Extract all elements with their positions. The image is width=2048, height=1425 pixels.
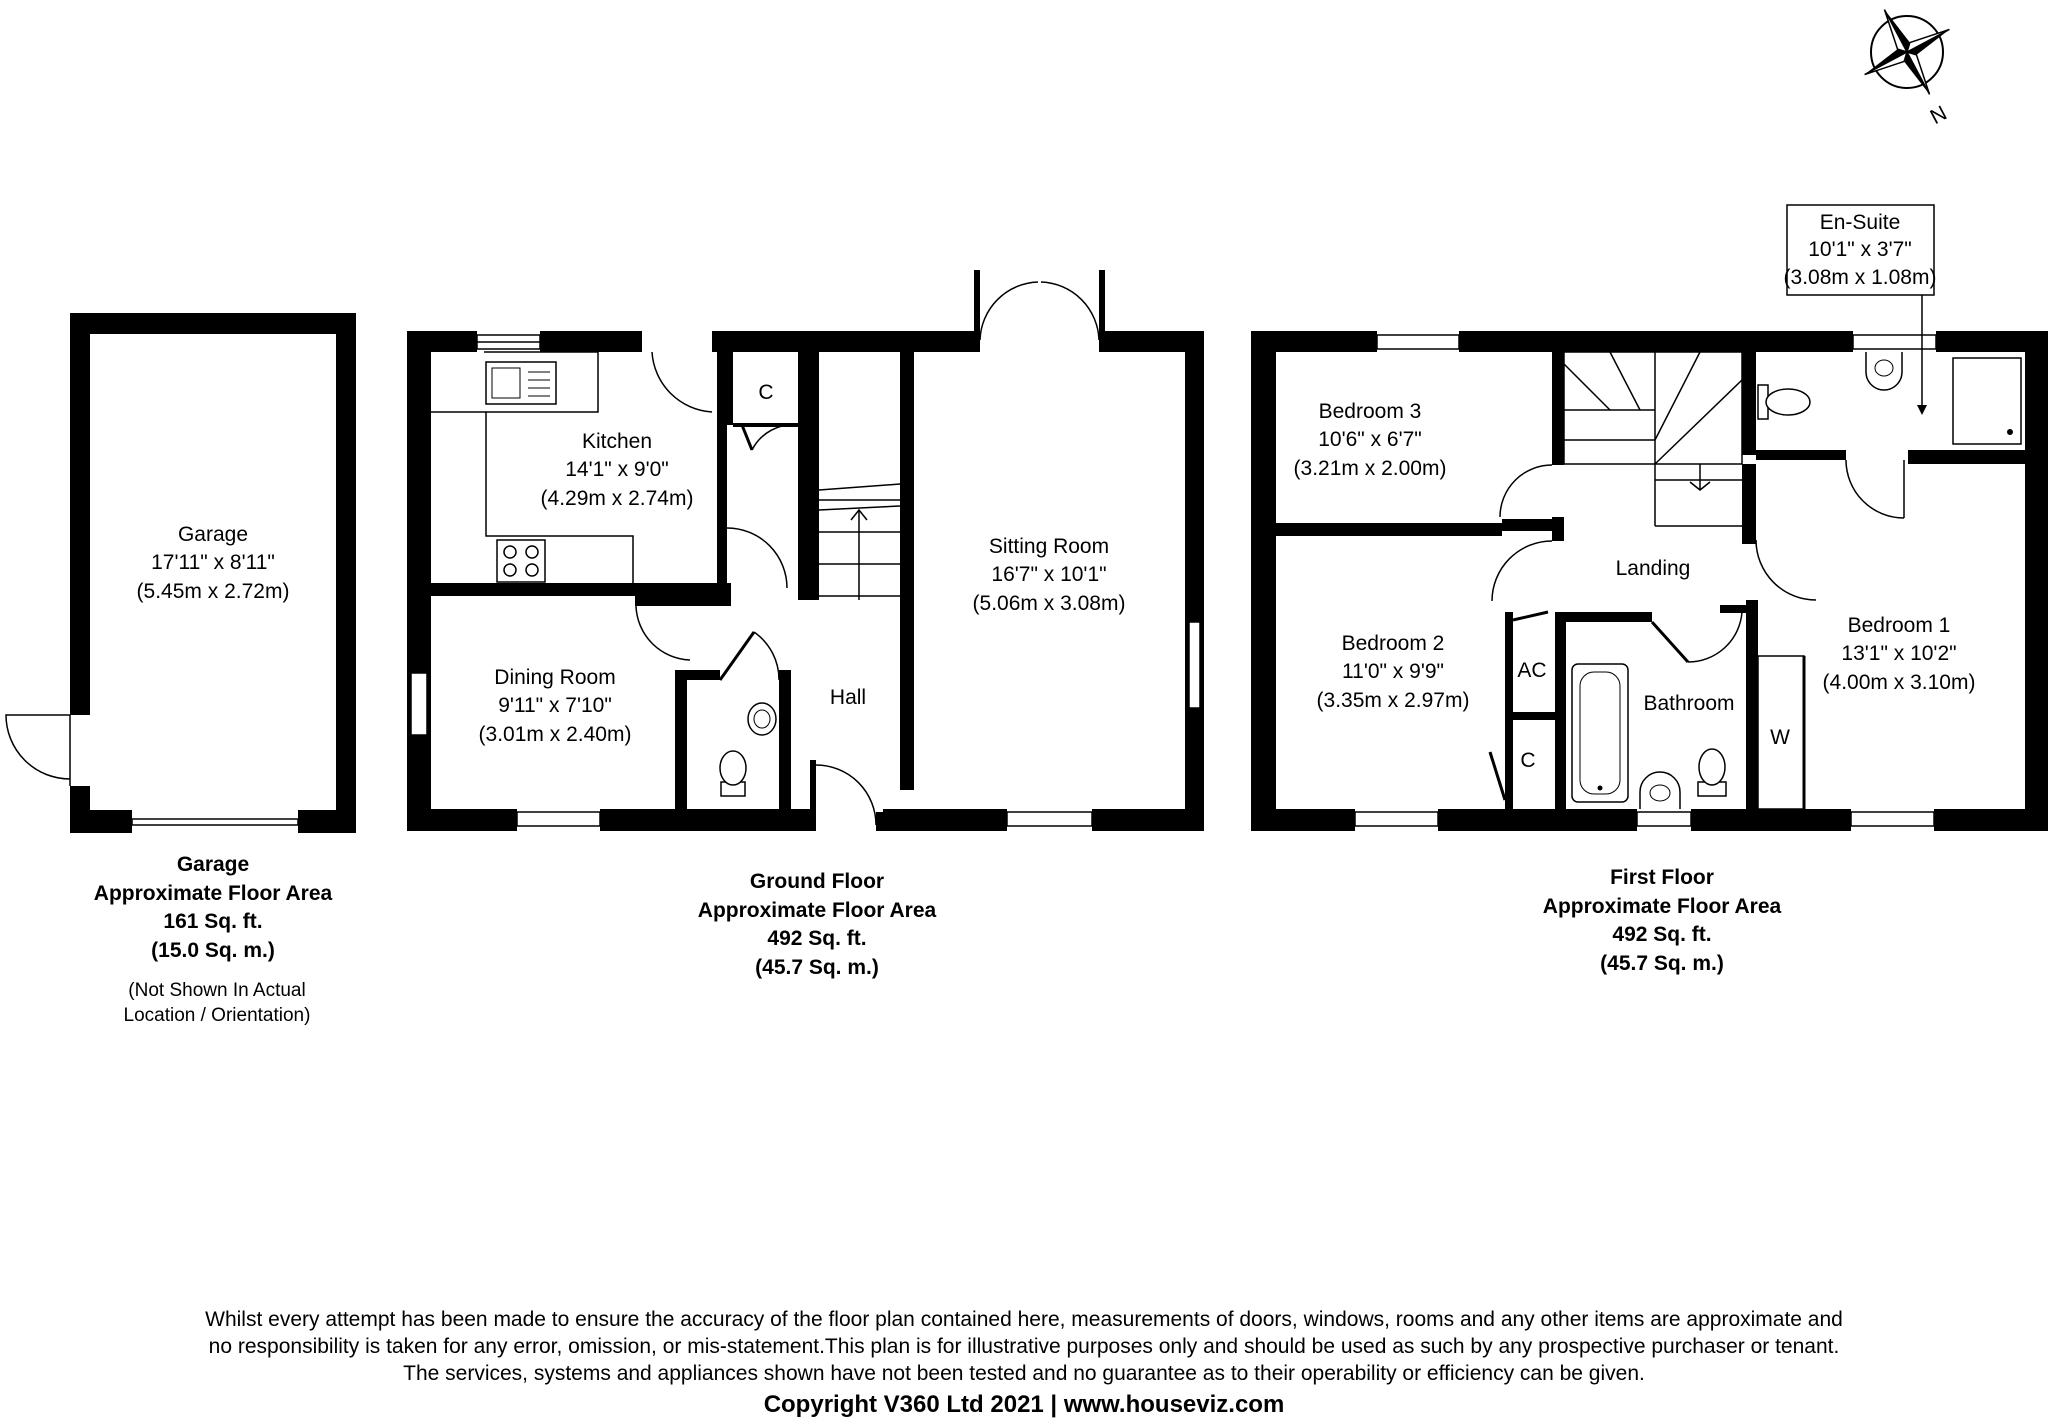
wardrobe-label: W: [1770, 726, 1790, 749]
garage-caption-sqm: (15.0 Sq. m.): [151, 939, 275, 962]
first-floor-caption-area-label: Approximate Floor Area: [1542, 895, 1782, 918]
garage-caption-sqft: 161 Sq. ft.: [163, 910, 263, 933]
airing-cupboard-label: AC: [1517, 659, 1547, 682]
dining-room-imperial-size: 9'11" x 7'10": [498, 694, 612, 717]
bedroom-1-metric-size: (4.00m x 3.10m): [1822, 671, 1976, 694]
bedroom-1-label: Bedroom 1: [1847, 614, 1951, 637]
garage-note-line-2: Location / Orientation): [123, 1005, 311, 1026]
en-suite-label: En-Suite: [1819, 211, 1901, 234]
first-floor-plan: [1251, 205, 2048, 831]
disclaimer-line-2: no responsibility is taken for any error, omission, or mis-statement.This plan is for illustrative purposes only and should be used as such by any prospective purchaser or tenant.: [208, 1335, 1840, 1358]
sitting-room-label: Sitting Room: [988, 535, 1110, 558]
garage-label: Garage: [177, 523, 249, 546]
kitchen-imperial-size: 14'1" x 9'0": [565, 458, 669, 481]
ground-floor-caption-sqm: (45.7 Sq. m.): [755, 956, 879, 979]
first-floor-caption-sqm: (45.7 Sq. m.): [1600, 952, 1724, 975]
compass-north-label: N: [1926, 101, 1951, 130]
ground-floor-caption-title: Ground Floor: [749, 870, 885, 893]
bedroom-2-label: Bedroom 2: [1341, 632, 1445, 655]
hall-label: Hall: [829, 686, 867, 709]
kitchen-label: Kitchen: [581, 430, 653, 453]
landing-cupboard-label: C: [1520, 749, 1536, 772]
garage-caption-title: Garage: [176, 853, 250, 876]
bedroom-3-label: Bedroom 3: [1318, 400, 1422, 423]
en-suite-imperial-size: 10'1" x 3'7": [1808, 238, 1912, 261]
garage-note-line-1: (Not Shown In Actual: [128, 980, 306, 1001]
disclaimer-line-1: Whilst every attempt has been made to ensure the accuracy of the floor plan contained here, measurements of doors, windows, rooms and any other items are approximate and: [205, 1308, 1843, 1331]
sitting-room-metric-size: (5.06m x 3.08m): [972, 592, 1126, 615]
kitchen-cupboard-label: C: [758, 381, 774, 404]
bathroom-label: Bathroom: [1643, 692, 1735, 715]
disclaimer-line-3: The services, systems and appliances shown have not been tested and no guarantee as to their operability or efficiency can be given.: [403, 1362, 1645, 1385]
ground-floor-caption-sqft: 492 Sq. ft.: [767, 927, 867, 950]
kitchen-metric-size: (4.29m x 2.74m): [540, 487, 694, 510]
garage-metric-size: (5.45m x 2.72m): [136, 580, 290, 603]
landing-label: Landing: [1615, 557, 1691, 580]
copyright-notice: Copyright V360 Ltd 2021 | www.houseviz.com: [763, 1391, 1285, 1418]
bedroom-2-metric-size: (3.35m x 2.97m): [1316, 689, 1470, 712]
garage-imperial-size: 17'11" x 8'11": [151, 551, 275, 574]
sitting-room-imperial-size: 16'7" x 10'1": [991, 563, 1107, 586]
first-floor-caption-sqft: 492 Sq. ft.: [1612, 923, 1712, 946]
dining-room-label: Dining Room: [494, 666, 616, 689]
dining-room-metric-size: (3.01m x 2.40m): [478, 723, 632, 746]
first-floor-caption-title: First Floor: [1610, 866, 1714, 889]
bedroom-1-imperial-size: 13'1" x 10'2": [1841, 642, 1957, 665]
north-arrow-compass-icon: [1842, 0, 1972, 117]
en-suite-metric-size: (3.08m x 1.08m): [1783, 266, 1937, 289]
bedroom-2-imperial-size: 11'0" x 9'9": [1342, 660, 1444, 683]
garage-caption-area-label: Approximate Floor Area: [93, 882, 333, 905]
bedroom-3-metric-size: (3.21m x 2.00m): [1293, 457, 1447, 480]
ground-floor-caption-area-label: Approximate Floor Area: [697, 899, 937, 922]
bedroom-3-imperial-size: 10'6" x 6'7": [1318, 428, 1422, 451]
disclaimer: [60, 1306, 1988, 1387]
